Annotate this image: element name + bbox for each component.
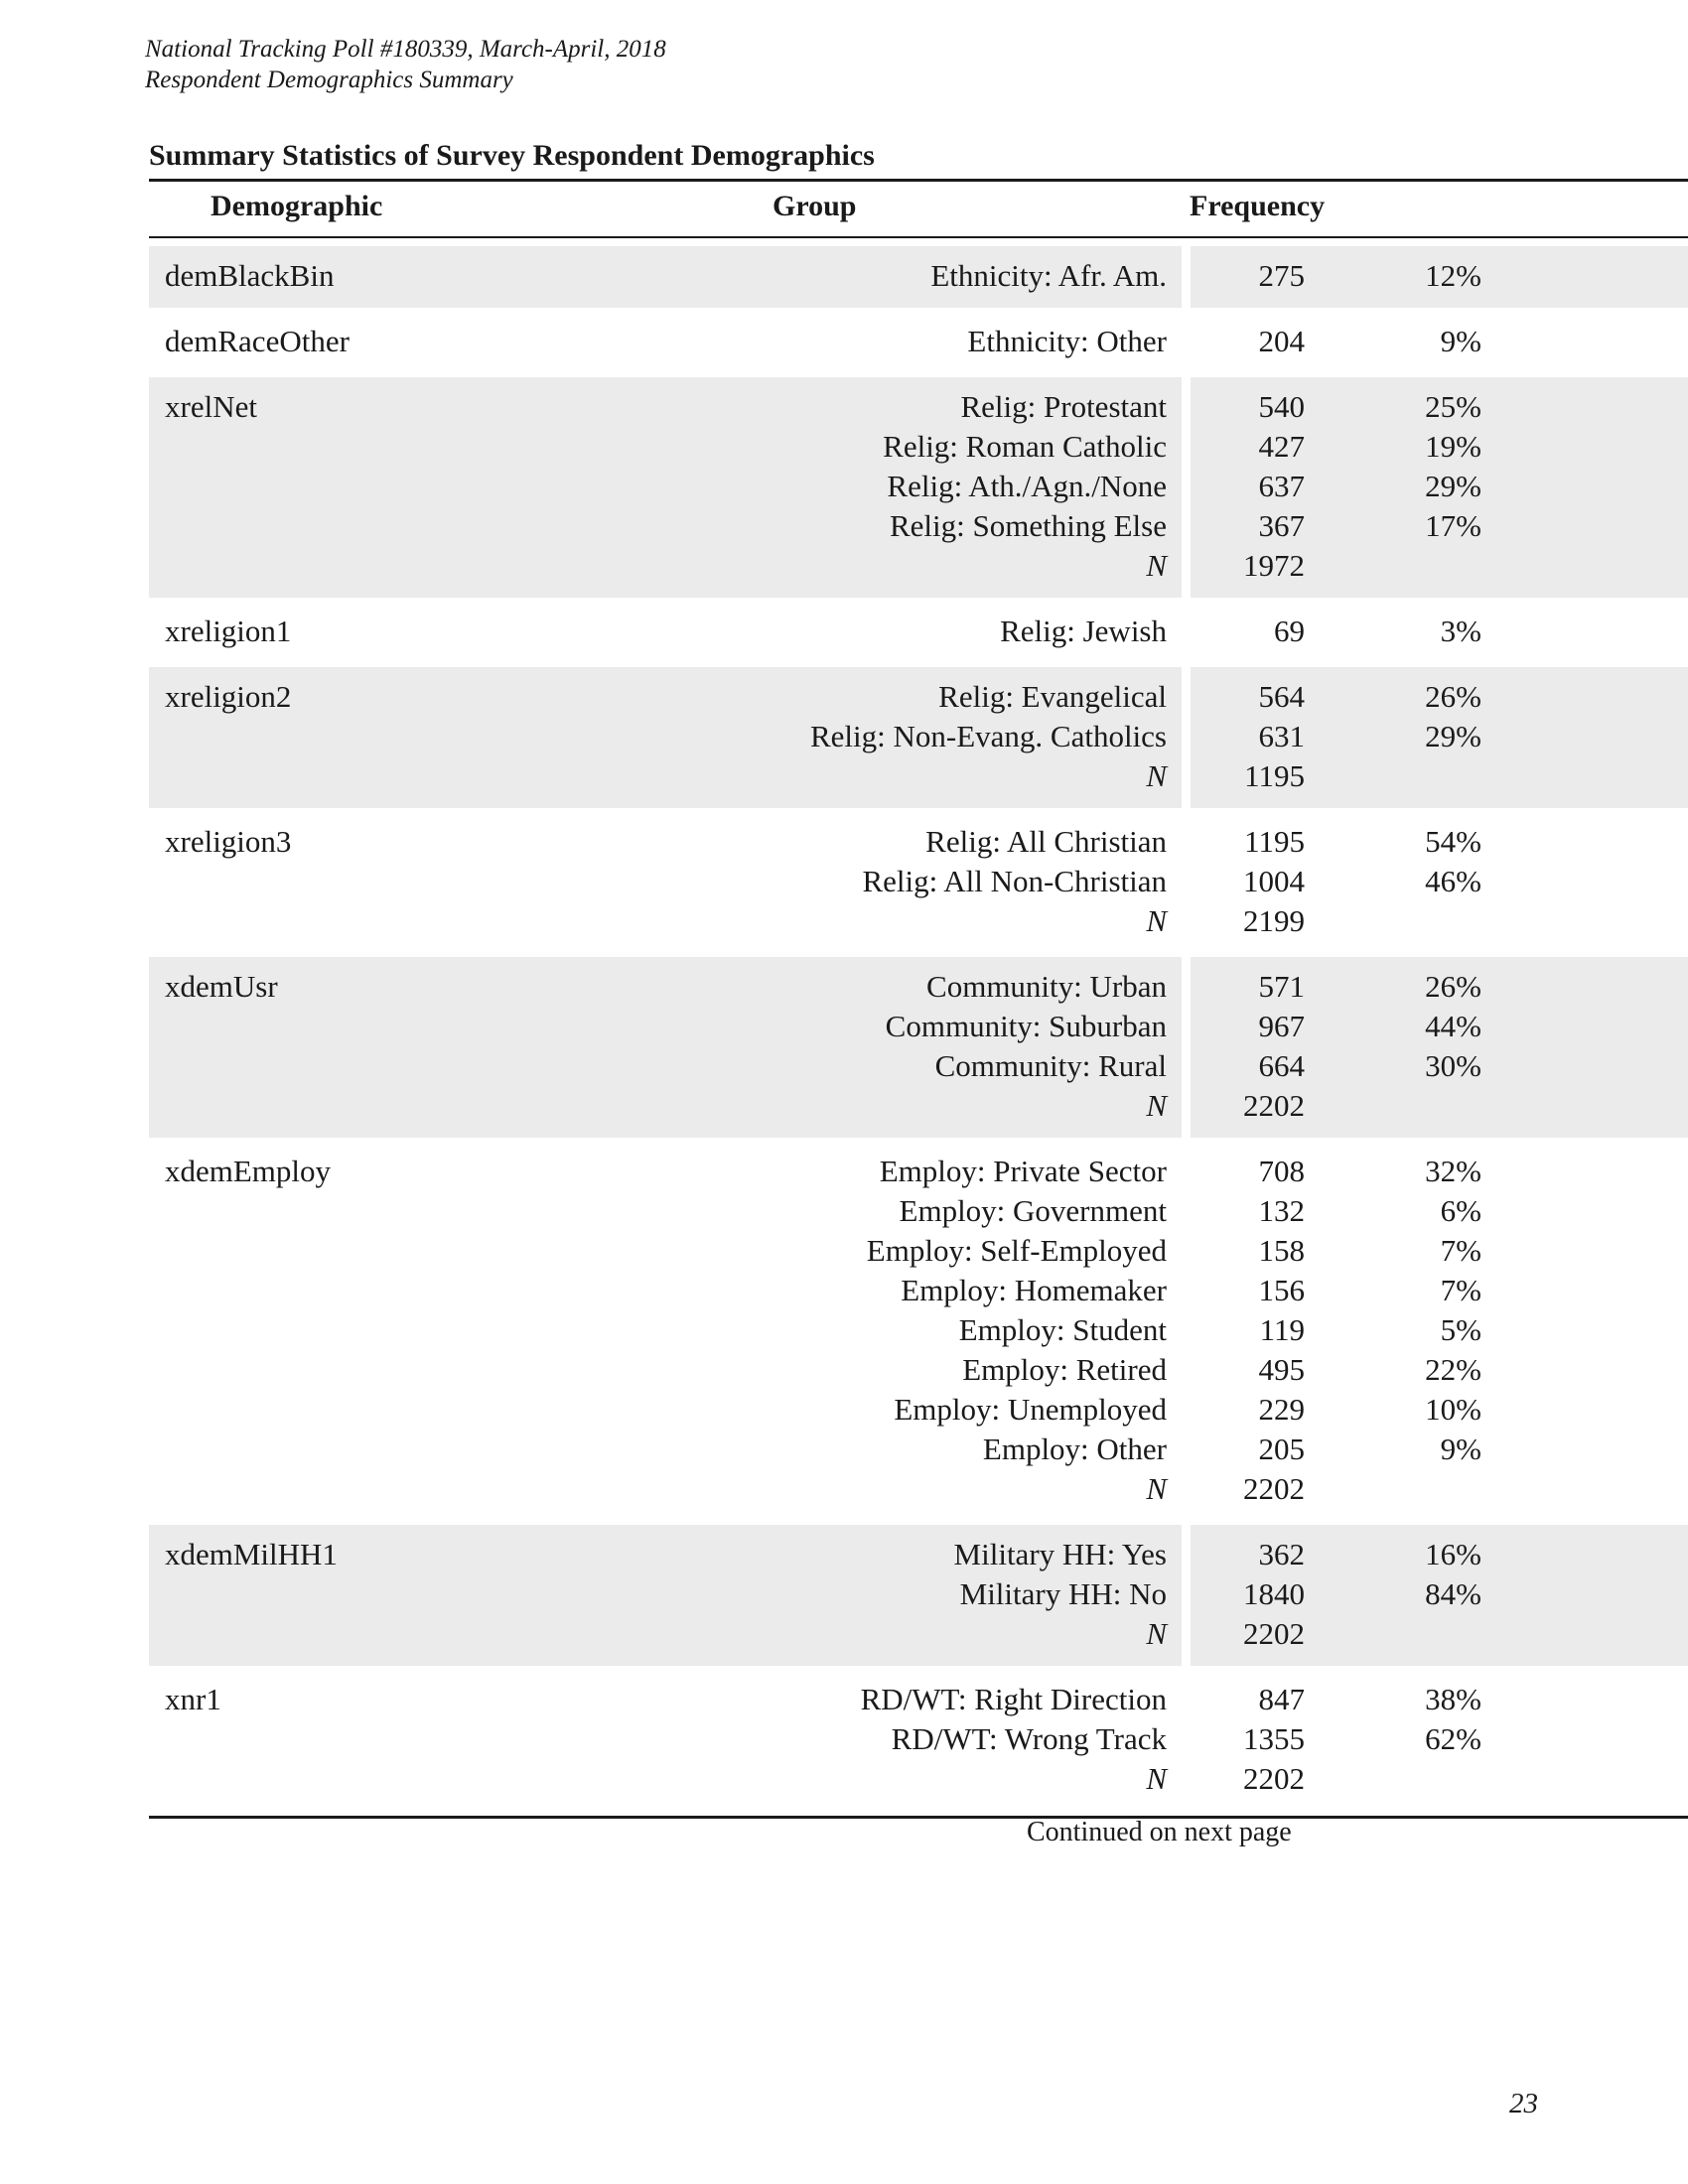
frequency-count: 847: [1258, 1682, 1305, 1716]
frequency-count: 1972: [1243, 548, 1305, 583]
frequency-count: 708: [1258, 1154, 1305, 1188]
table-row: [149, 322, 1539, 361]
frequency-percent: 12%: [1425, 258, 1481, 293]
frequency-percent: 5%: [1440, 1312, 1481, 1347]
frequency-percent: 26%: [1425, 969, 1481, 1004]
group-label: Relig: Roman Catholic: [883, 429, 1167, 464]
group-label: Relig: Something Else: [890, 508, 1167, 543]
sample-size-label: N: [1146, 903, 1167, 938]
frequency-percent: 54%: [1425, 824, 1481, 859]
group-label: Employ: Other: [982, 1432, 1167, 1466]
table-body: [149, 246, 1539, 1815]
table-row: [149, 1535, 1539, 1574]
table-row: [149, 1390, 1539, 1430]
table-row: [149, 756, 1539, 796]
frequency-percent: 6%: [1440, 1193, 1481, 1228]
poll-title: National Tracking Poll #180339, March-April, 2018: [145, 36, 666, 63]
frequency-percent: 29%: [1425, 469, 1481, 503]
frequency-count: 664: [1258, 1048, 1305, 1083]
column-header-group: Group: [773, 190, 857, 222]
frequency-count: 427: [1258, 429, 1305, 464]
frequency-percent: 3%: [1440, 614, 1481, 648]
frequency-count: 1840: [1243, 1576, 1305, 1611]
demographic-name: xreligion2: [165, 679, 292, 714]
table-row: [149, 901, 1539, 941]
group-label: Ethnicity: Other: [967, 324, 1167, 358]
sample-size-label: N: [1146, 1471, 1167, 1506]
frequency-percent: 16%: [1425, 1537, 1481, 1571]
demographic-name: demRaceOther: [165, 324, 350, 358]
table-row: [149, 1231, 1539, 1271]
demographic-name: xreligion1: [165, 614, 292, 648]
table-row: [149, 1614, 1539, 1654]
table-row: [149, 1007, 1539, 1046]
frequency-count: 119: [1259, 1312, 1305, 1347]
table-row: [149, 1719, 1539, 1759]
group-label: Military HH: Yes: [953, 1537, 1167, 1571]
group-label: Employ: Homemaker: [901, 1273, 1167, 1307]
group-label: Relig: Protestant: [960, 389, 1167, 424]
demographic-name: xrelNet: [165, 389, 257, 424]
frequency-count: 2202: [1243, 1471, 1305, 1506]
frequency-percent: 22%: [1425, 1352, 1481, 1387]
table-row: [149, 1430, 1539, 1469]
demographic-block: [149, 246, 1539, 308]
table-row: [149, 1191, 1539, 1231]
table-row: [149, 1350, 1539, 1390]
frequency-count: 2199: [1243, 903, 1305, 938]
table-row: [149, 427, 1539, 467]
table-row: [149, 1469, 1539, 1509]
frequency-count: 571: [1258, 969, 1305, 1004]
table-row: [149, 256, 1539, 296]
table-row: [149, 1759, 1539, 1799]
table-row: [149, 1046, 1539, 1086]
frequency-count: 158: [1258, 1233, 1305, 1268]
frequency-count: 1195: [1244, 824, 1305, 859]
table-top-rule: [149, 179, 1688, 182]
demographic-block: [149, 312, 1539, 373]
table-row: [149, 467, 1539, 506]
frequency-percent: 10%: [1425, 1392, 1481, 1427]
demographic-block: [149, 602, 1539, 663]
frequency-percent: 7%: [1440, 1273, 1481, 1307]
group-label: Employ: Unemployed: [894, 1392, 1167, 1427]
frequency-count: 540: [1258, 389, 1305, 424]
frequency-percent: 7%: [1440, 1233, 1481, 1268]
frequency-percent: 9%: [1440, 324, 1481, 358]
sample-size-label: N: [1146, 1088, 1167, 1123]
frequency-count: 495: [1258, 1352, 1305, 1387]
frequency-count: 132: [1258, 1193, 1305, 1228]
table-row: [149, 506, 1539, 546]
frequency-count: 156: [1258, 1273, 1305, 1307]
group-label: Employ: Student: [958, 1312, 1167, 1347]
group-label: RD/WT: Wrong Track: [891, 1721, 1167, 1756]
column-header-frequency: Frequency: [1190, 190, 1326, 222]
demographic-block: [149, 957, 1539, 1138]
table-row: [149, 546, 1539, 586]
demographic-block: [149, 1670, 1539, 1811]
column-header-demographic: Demographic: [211, 190, 383, 222]
demographic-name: xreligion3: [165, 824, 292, 859]
continued-note: Continued on next page: [1027, 1817, 1292, 1847]
frequency-percent: 29%: [1425, 719, 1481, 753]
frequency-count: 2202: [1243, 1616, 1305, 1651]
demographic-block: [149, 1525, 1539, 1666]
frequency-count: 204: [1258, 324, 1305, 358]
table-header-rule: [149, 236, 1688, 238]
frequency-percent: 32%: [1425, 1154, 1481, 1188]
demographic-name: xdemUsr: [165, 969, 278, 1004]
frequency-count: 967: [1258, 1009, 1305, 1043]
table-row: [149, 862, 1539, 901]
table-row: [149, 1152, 1539, 1191]
table-row: [149, 1574, 1539, 1614]
frequency-percent: 9%: [1440, 1432, 1481, 1466]
frequency-count: 205: [1258, 1432, 1305, 1466]
table-row: [149, 822, 1539, 862]
demographic-name: xdemMilHH1: [165, 1537, 338, 1571]
frequency-count: 1355: [1243, 1721, 1305, 1756]
frequency-percent: 38%: [1425, 1682, 1481, 1716]
group-label: Employ: Retired: [962, 1352, 1167, 1387]
frequency-count: 367: [1258, 508, 1305, 543]
group-label: Relig: All Christian: [925, 824, 1167, 859]
group-label: Relig: Non-Evang. Catholics: [809, 719, 1167, 753]
frequency-count: 275: [1258, 258, 1305, 293]
table-row: [149, 717, 1539, 756]
group-label: Community: Suburban: [885, 1009, 1167, 1043]
frequency-count: 1004: [1243, 864, 1305, 898]
table-row: [149, 1680, 1539, 1719]
table-row: [149, 1310, 1539, 1350]
page-number: 23: [1509, 2088, 1538, 2119]
frequency-count: 362: [1258, 1537, 1305, 1571]
table-row: [149, 677, 1539, 717]
group-label: Military HH: No: [959, 1576, 1167, 1611]
group-label: Relig: Jewish: [1000, 614, 1167, 648]
frequency-percent: 46%: [1425, 864, 1481, 898]
group-label: Community: Rural: [934, 1048, 1167, 1083]
demographic-block: [149, 377, 1539, 598]
frequency-percent: 30%: [1425, 1048, 1481, 1083]
frequency-count: 2202: [1243, 1088, 1305, 1123]
document-subtitle: Respondent Demographics Summary: [145, 67, 513, 93]
table-title: Summary Statistics of Survey Respondent Demographics: [149, 139, 875, 172]
group-label: Relig: All Non-Christian: [862, 864, 1167, 898]
group-label: Employ: Private Sector: [879, 1154, 1167, 1188]
sample-size-label: N: [1146, 1761, 1167, 1796]
table-row: [149, 387, 1539, 427]
group-label: RD/WT: Right Direction: [860, 1682, 1167, 1716]
demographic-name: demBlackBin: [165, 258, 335, 293]
frequency-count: 637: [1258, 469, 1305, 503]
group-label: Ethnicity: Afr. Am.: [930, 258, 1167, 293]
table-row: [149, 612, 1539, 651]
group-label: Relig: Evangelical: [938, 679, 1167, 714]
frequency-count: 2202: [1243, 1761, 1305, 1796]
frequency-percent: 62%: [1425, 1721, 1481, 1756]
frequency-count: 69: [1274, 614, 1305, 648]
group-label: Relig: Ath./Agn./None: [887, 469, 1167, 503]
sample-size-label: N: [1146, 548, 1167, 583]
frequency-percent: 84%: [1425, 1576, 1481, 1611]
frequency-count: 564: [1258, 679, 1305, 714]
document-header: [145, 34, 666, 95]
frequency-percent: 44%: [1425, 1009, 1481, 1043]
group-label: Community: Urban: [926, 969, 1167, 1004]
demographic-name: xdemEmploy: [165, 1154, 332, 1188]
sample-size-label: N: [1146, 758, 1167, 793]
table-row: [149, 967, 1539, 1007]
table-bottom-rule: [149, 1816, 1688, 1819]
table-row: [149, 1086, 1539, 1126]
group-label: Employ: Government: [899, 1193, 1167, 1228]
frequency-percent: 19%: [1425, 429, 1481, 464]
frequency-count: 631: [1258, 719, 1305, 753]
frequency-percent: 26%: [1425, 679, 1481, 714]
group-label: Employ: Self-Employed: [866, 1233, 1167, 1268]
frequency-count: 1195: [1244, 758, 1305, 793]
table-row: [149, 1271, 1539, 1310]
demographic-block: [149, 1142, 1539, 1521]
frequency-percent: 17%: [1425, 508, 1481, 543]
demographic-block: [149, 812, 1539, 953]
sample-size-label: N: [1146, 1616, 1167, 1651]
demographic-name: xnr1: [165, 1682, 221, 1716]
demographic-block: [149, 667, 1539, 808]
frequency-count: 229: [1258, 1392, 1305, 1427]
frequency-percent: 25%: [1425, 389, 1481, 424]
